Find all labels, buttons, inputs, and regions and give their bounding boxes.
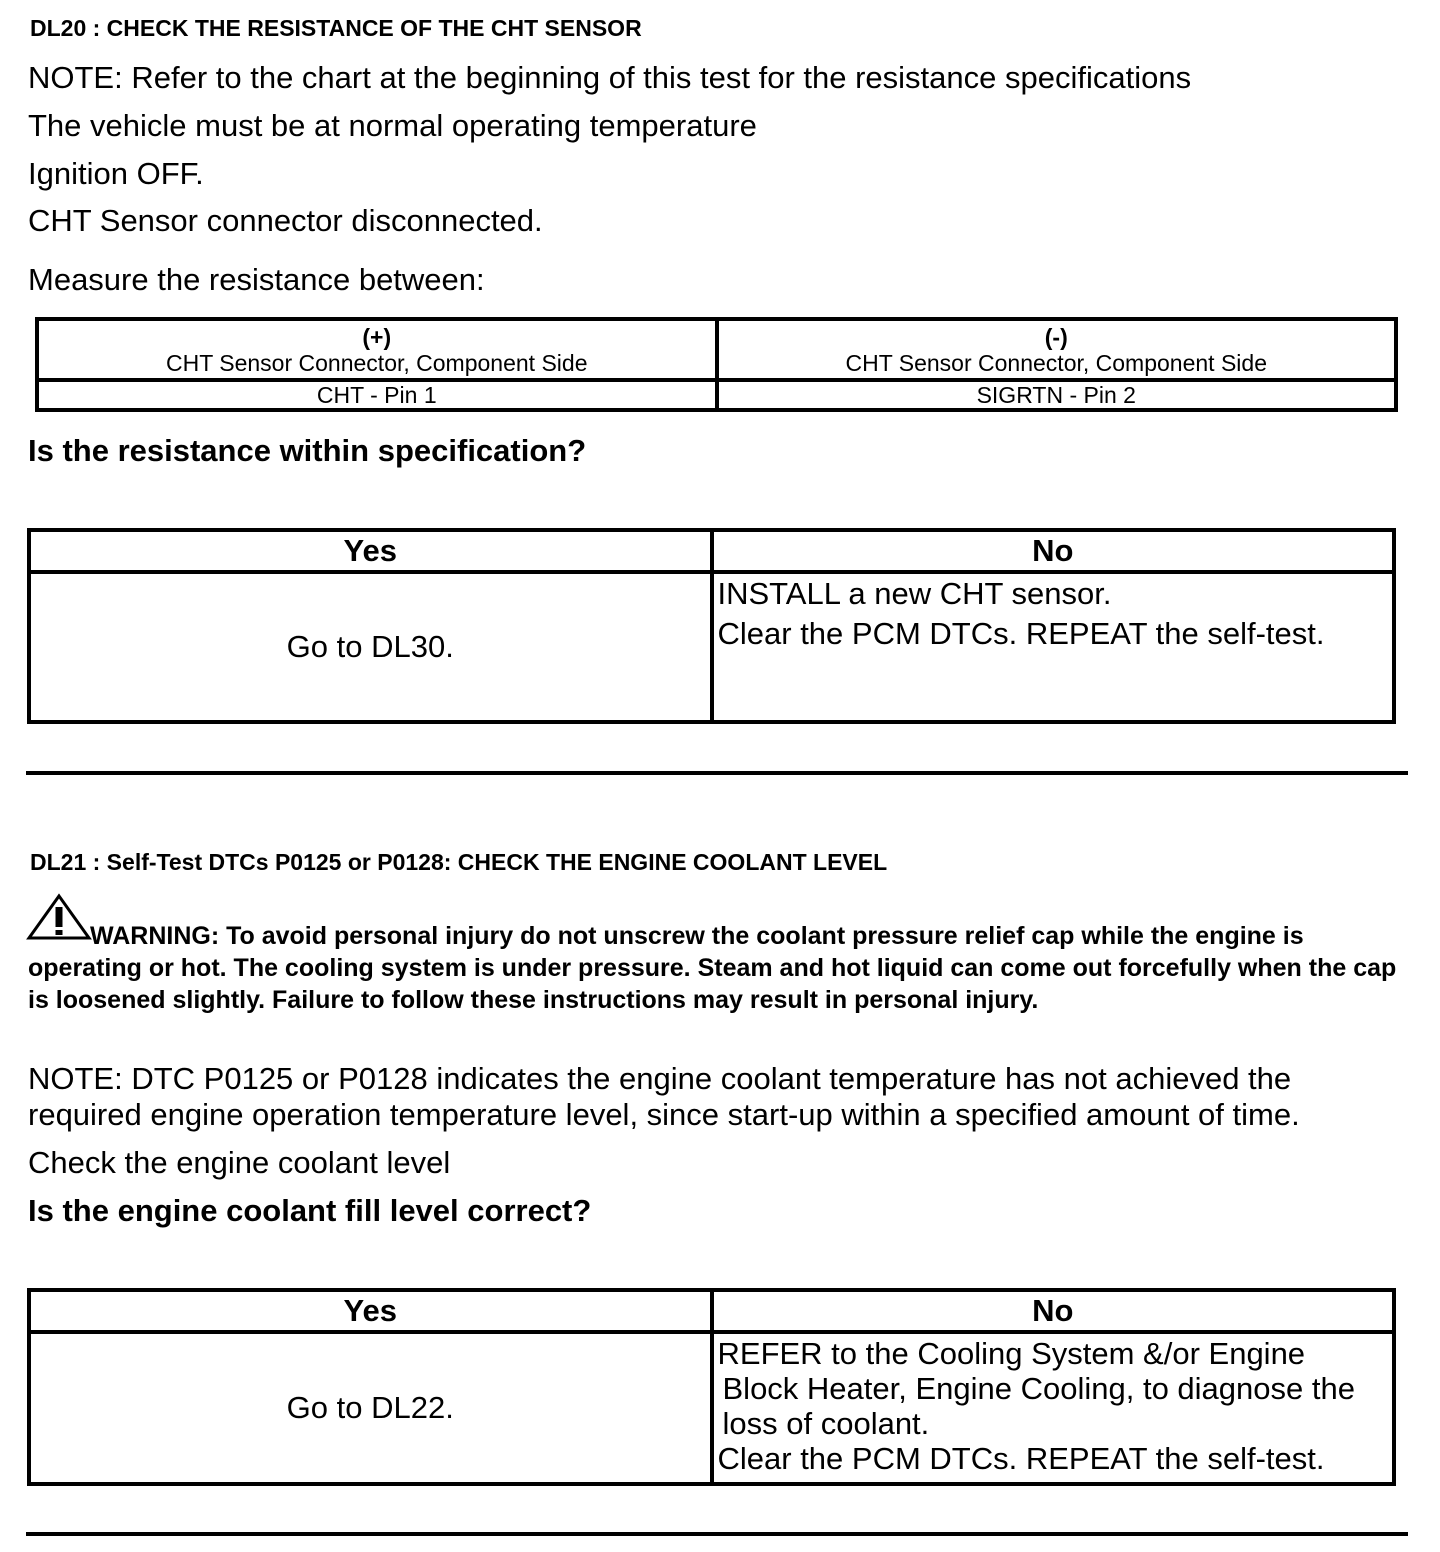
measure-minus-value: SIGRTN - Pin 2 [717, 380, 1397, 410]
dl20-ignition-line: Ignition OFF. [28, 156, 204, 191]
dl20-heading: DL20 : CHECK THE RESISTANCE OF THE CHT SENSOR [30, 15, 642, 41]
minus-label: CHT Sensor Connector, Component Side [845, 349, 1267, 376]
dl20-no-action-line1: INSTALL a new CHT sensor. [717, 576, 1112, 611]
dl20-question: Is the resistance within specification? [28, 433, 587, 468]
dl21-note-line2: required engine operation temperature level, since start-up within a specified amount of time. [28, 1097, 1300, 1132]
plus-symbol: (+) [362, 323, 392, 350]
dl21-no-action-line4: Clear the PCM DTCs. REPEAT the self-test. [717, 1441, 1325, 1476]
dl21-question: Is the engine coolant fill level correct? [28, 1193, 592, 1228]
dl20-temperature-line: The vehicle must be at normal operating temperature [28, 108, 757, 143]
measure-plus-value: CHT - Pin 1 [37, 380, 717, 410]
dl21-warning: WARNING: To avoid personal injury do not unscrew the coolant pressure relief cap while the engine is operating or hot. The cooling system is under pressure. Steam and hot liquid can come out forcefully when the cap is loosened slightly. Failure to follow these instructions may result in personal injury. [28, 922, 1397, 1014]
dl20-yes-action: Go to DL30. [29, 572, 712, 722]
dl21-no-action [712, 1332, 1395, 1484]
dl21-answer-table [27, 1288, 1396, 1486]
dl20-answer-table [27, 528, 1396, 724]
dl20-measure-intro: Measure the resistance between: [28, 262, 485, 297]
plus-label: CHT Sensor Connector, Component Side [166, 349, 588, 376]
dl20-yes-header: Yes [29, 530, 712, 572]
dl21-no-header: No [712, 1290, 1395, 1332]
dl21-no-action-line3: loss of coolant. [722, 1406, 930, 1441]
dl21-no-action-line1: REFER to the Cooling System &/or Engine [717, 1336, 1306, 1371]
measure-minus-header [717, 319, 1397, 380]
bottom-divider [26, 1532, 1408, 1536]
dl20-measure-table [35, 317, 1398, 412]
dl21-no-action-line2: Block Heater, Engine Cooling, to diagnose the [722, 1371, 1355, 1406]
dl21-note-line1: NOTE: DTC P0125 or P0128 indicates the engine coolant temperature has not achieved the [28, 1061, 1292, 1096]
dl21-heading: DL21 : Self-Test DTCs P0125 or P0128: CHECK THE ENGINE COOLANT LEVEL [30, 849, 888, 875]
dl20-note: NOTE: Refer to the chart at the beginning of this test for the resistance specifications [28, 60, 1192, 95]
dl20-no-action [712, 572, 1395, 722]
dl21-yes-header: Yes [29, 1290, 712, 1332]
minus-symbol: (-) [1044, 323, 1068, 350]
section-divider [26, 771, 1408, 775]
dl20-no-action-line2: Clear the PCM DTCs. REPEAT the self-test. [717, 616, 1325, 651]
dl20-no-header: No [712, 530, 1395, 572]
dl21-check-line: Check the engine coolant level [28, 1145, 451, 1180]
dl21-yes-action: Go to DL22. [29, 1332, 712, 1484]
measure-plus-header [37, 319, 717, 380]
dl20-connector-line: CHT Sensor connector disconnected. [28, 203, 543, 238]
